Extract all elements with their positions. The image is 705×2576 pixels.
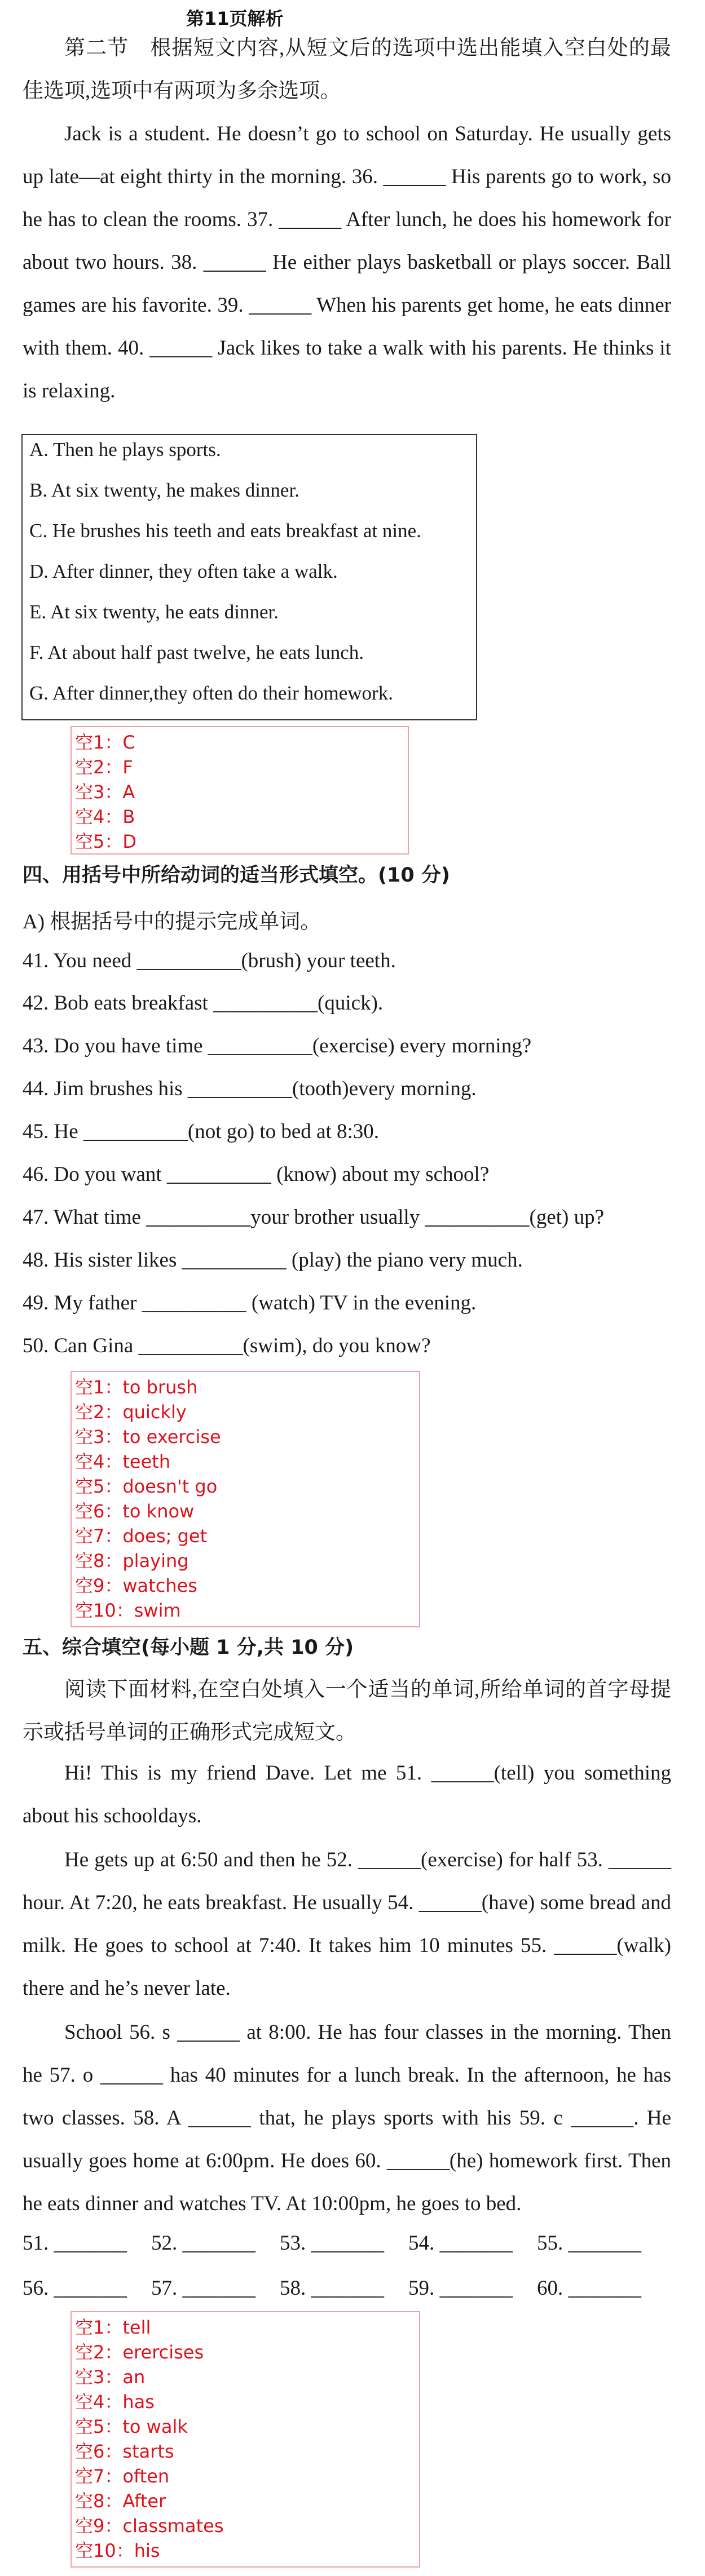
answer-item: 空3：to exercise xyxy=(75,1426,221,1448)
answer-item: 空4：B xyxy=(75,806,135,827)
answer-item: 空6：to know xyxy=(75,1501,195,1522)
answer-item: 空5：doesn't go xyxy=(75,1476,218,1497)
section4-header: 四、用括号中所给动词的适当形式填空。(10 分) xyxy=(23,864,450,887)
blank-56: 56. _______ xyxy=(23,2277,127,2300)
answer-item: 空9：classmates xyxy=(75,2515,224,2537)
question-49: 49. My father __________ (watch) TV in the evening. xyxy=(23,1291,477,1314)
answer-item: 空2：erercises xyxy=(75,2342,204,2363)
blank-55: 55. _______ xyxy=(537,2232,641,2255)
section5-header: 五、综合填空(每小题 1 分,共 10 分) xyxy=(23,1636,354,1659)
question-45: 45. He __________(not go) to bed at 8:30. xyxy=(23,1120,379,1143)
answer-item: 空1：to brush xyxy=(75,1376,198,1398)
answer-item: 空3：A xyxy=(75,781,135,803)
option-d: D. After dinner, they often take a walk. xyxy=(29,560,338,582)
answer-item: 空4：has xyxy=(75,2391,155,2413)
question-47: 47. What time __________your brother usually __________(get) up? xyxy=(23,1206,605,1229)
answer-item: 空9：watches xyxy=(75,1575,197,1596)
answer-item: 空8：playing xyxy=(75,1550,189,1572)
question-41: 41. You need __________(brush) your teeth. xyxy=(23,949,396,972)
blank-60: 60. _______ xyxy=(537,2277,641,2300)
question-43: 43. Do you have time __________(exercise) every morning? xyxy=(23,1034,532,1057)
blank-52: 52. _______ xyxy=(151,2232,255,2255)
option-a: A. Then he plays sports. xyxy=(29,439,221,461)
section5-para2: He gets up at 6:50 and then he 52. ______(exercise) for half 53. ______ hour. At 7:20, he eats breakfast. He usually 54. ______(have) some bread and milk. He goes to school at 7:40. It takes him 10 minutes 55. ______(walk) there and he’s never late. xyxy=(23,1848,671,2000)
question-42: 42. Bob eats breakfast __________(quick). xyxy=(23,992,384,1015)
answer-item: 空6：starts xyxy=(75,2441,174,2462)
section5-instruction: 阅读下面材料,在空白处填入一个适当的单词,所给单词的首字母提示或括号单词的正确形式完成短文。 xyxy=(23,1678,671,1744)
answer-item: 空4：teeth xyxy=(75,1451,171,1472)
question-46: 46. Do you want __________ (know) about my school? xyxy=(23,1163,490,1186)
answer-item: 空7：does; get xyxy=(75,1525,208,1547)
answer-item: 空10：his xyxy=(75,2540,160,2561)
section5-para3: School 56. s ______ at 8:00. He has four classes in the morning. Then he 57. o ______ has 40 minutes for a lunch break. In the afternoon, he has two classes. 58. A ______ that, he plays sports with his 59. c ______. He usually goes home at 6:00pm. He does 60. ______(he) homework first. Then he eats dinner and watches TV. At 10:00pm, he goes to bed. xyxy=(23,2021,671,2215)
answer-item: 空3：an xyxy=(75,2366,146,2388)
question-44: 44. Jim brushes his __________(tooth)every morning. xyxy=(23,1077,477,1100)
answer-item: 空7：often xyxy=(75,2466,170,2487)
blank-59: 59. _______ xyxy=(408,2277,513,2300)
page-title: 第11页解析 xyxy=(186,8,284,29)
option-c: C. He brushes his teeth and eats breakfast at nine. xyxy=(29,520,421,542)
answer-item: 空1：tell xyxy=(75,2317,151,2338)
option-b: B. At six twenty, he makes dinner. xyxy=(29,479,299,501)
answer-item: 空5：D xyxy=(75,831,137,852)
option-f: F. At about half past twelve, he eats lunch. xyxy=(29,641,364,663)
blank-57: 57. _______ xyxy=(151,2277,255,2300)
section2-header: 第二节 根据短文内容,从短文后的选项中选出能填入空白处的最佳选项,选项中有两项为多余选项。 xyxy=(23,37,671,103)
section4-sub: A) 根据括号中的提示完成单词。 xyxy=(23,910,321,933)
answer-item: 空10：swim xyxy=(75,1600,181,1621)
answer-item: 空2：F xyxy=(75,756,133,778)
answer-box-section4 xyxy=(70,1371,420,1627)
answer-item: 空1：C xyxy=(75,732,135,753)
answer-box-section5 xyxy=(70,2311,420,2568)
section2-passage: Jack is a student. He doesn’t go to school on Saturday. He usually gets up late—at eight thirty in the morning. 36. ______ His parents go to work, so he has to clean the rooms. 37. ______ After lunch, he does his homework for about two hours. 38. ______ He either plays basketball or plays soccer. Ball games are his favorite. 39. ______ When his parents get home, he eats dinner with them. 40. ______ Jack likes to take a walk with his parents. He thinks it is relaxing. xyxy=(23,122,671,402)
blank-51: 51. _______ xyxy=(23,2232,127,2255)
blank-54: 54. _______ xyxy=(408,2232,513,2255)
blank-58: 58. _______ xyxy=(280,2277,384,2300)
section5-para1: Hi! This is my friend Dave. Let me 51. ______(tell) you something about his schooldays. xyxy=(23,1761,671,1827)
option-g: G. After dinner,they often do their homework. xyxy=(29,682,393,704)
options-box xyxy=(21,434,477,720)
question-48: 48. His sister likes __________ (play) the piano very much. xyxy=(23,1249,523,1272)
question-50: 50. Can Gina __________(swim), do you know? xyxy=(23,1334,431,1357)
option-e: E. At six twenty, he eats dinner. xyxy=(29,601,279,623)
answer-item: 空5：to walk xyxy=(75,2416,188,2437)
blank-53: 53. _______ xyxy=(280,2232,384,2255)
answer-item: 空8：After xyxy=(75,2490,166,2512)
answer-item: 空2：quickly xyxy=(75,1401,187,1423)
answer-box-section2 xyxy=(70,726,409,855)
